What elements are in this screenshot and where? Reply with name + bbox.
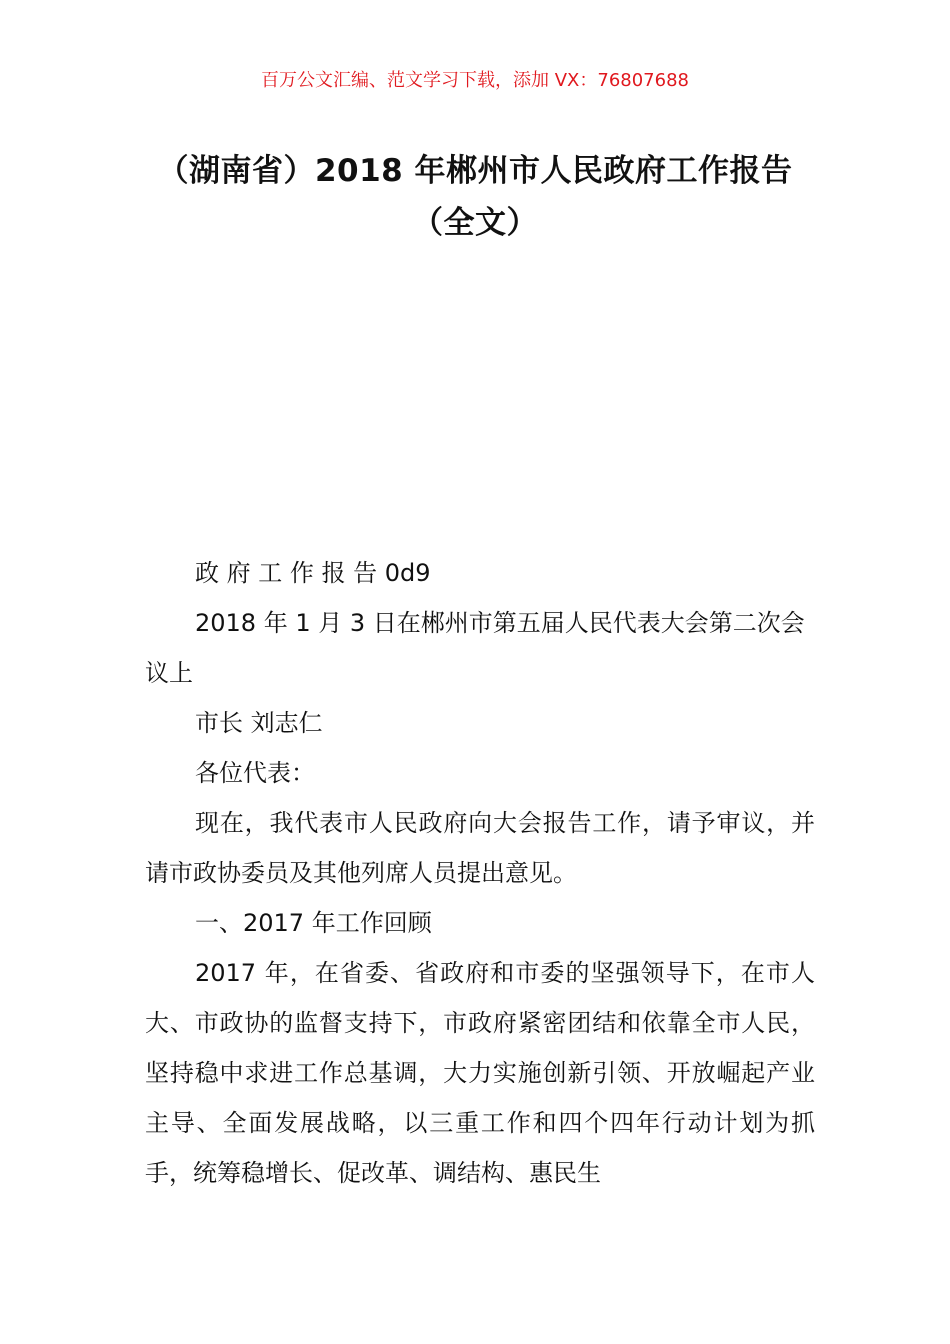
report-heading: 政 府 工 作 报 告 0d9 bbox=[195, 559, 431, 587]
salutation: 各位代表： bbox=[195, 759, 315, 787]
speaker-line: 市长 刘志仁 bbox=[195, 709, 323, 737]
intro-paragraph: 现在，我代表市人民政府向大会报告工作，请予审议，并请市政协委员及其他列席人员提出意见。 bbox=[145, 809, 815, 887]
review-paragraph: 2017 年，在省委、省政府和市委的坚强领导下，在市人大、市政协的监督支持下，市政府紧密团结和依靠全市人民，坚持稳中求进工作总基调，大力实施创新引领、开放崛起产业主导、全面发展战略，以三重工作和四个四年行动计划为抓手，统筹稳增长、促改革、调结构、惠民生 bbox=[145, 959, 815, 1187]
section-heading: 一、2017 年工作回顾 bbox=[195, 909, 432, 937]
document-body bbox=[145, 548, 815, 1198]
document-title: （湖南省）2018 年郴州市人民政府工作报告（全文） bbox=[157, 153, 793, 241]
meeting-info: 2018 年 1 月 3 日在郴州市第五届人民代表大会第二次会议上 bbox=[145, 609, 805, 687]
promo-banner: 百万公文汇编、范文学习下载，添加 VX：76807688 bbox=[261, 70, 689, 91]
